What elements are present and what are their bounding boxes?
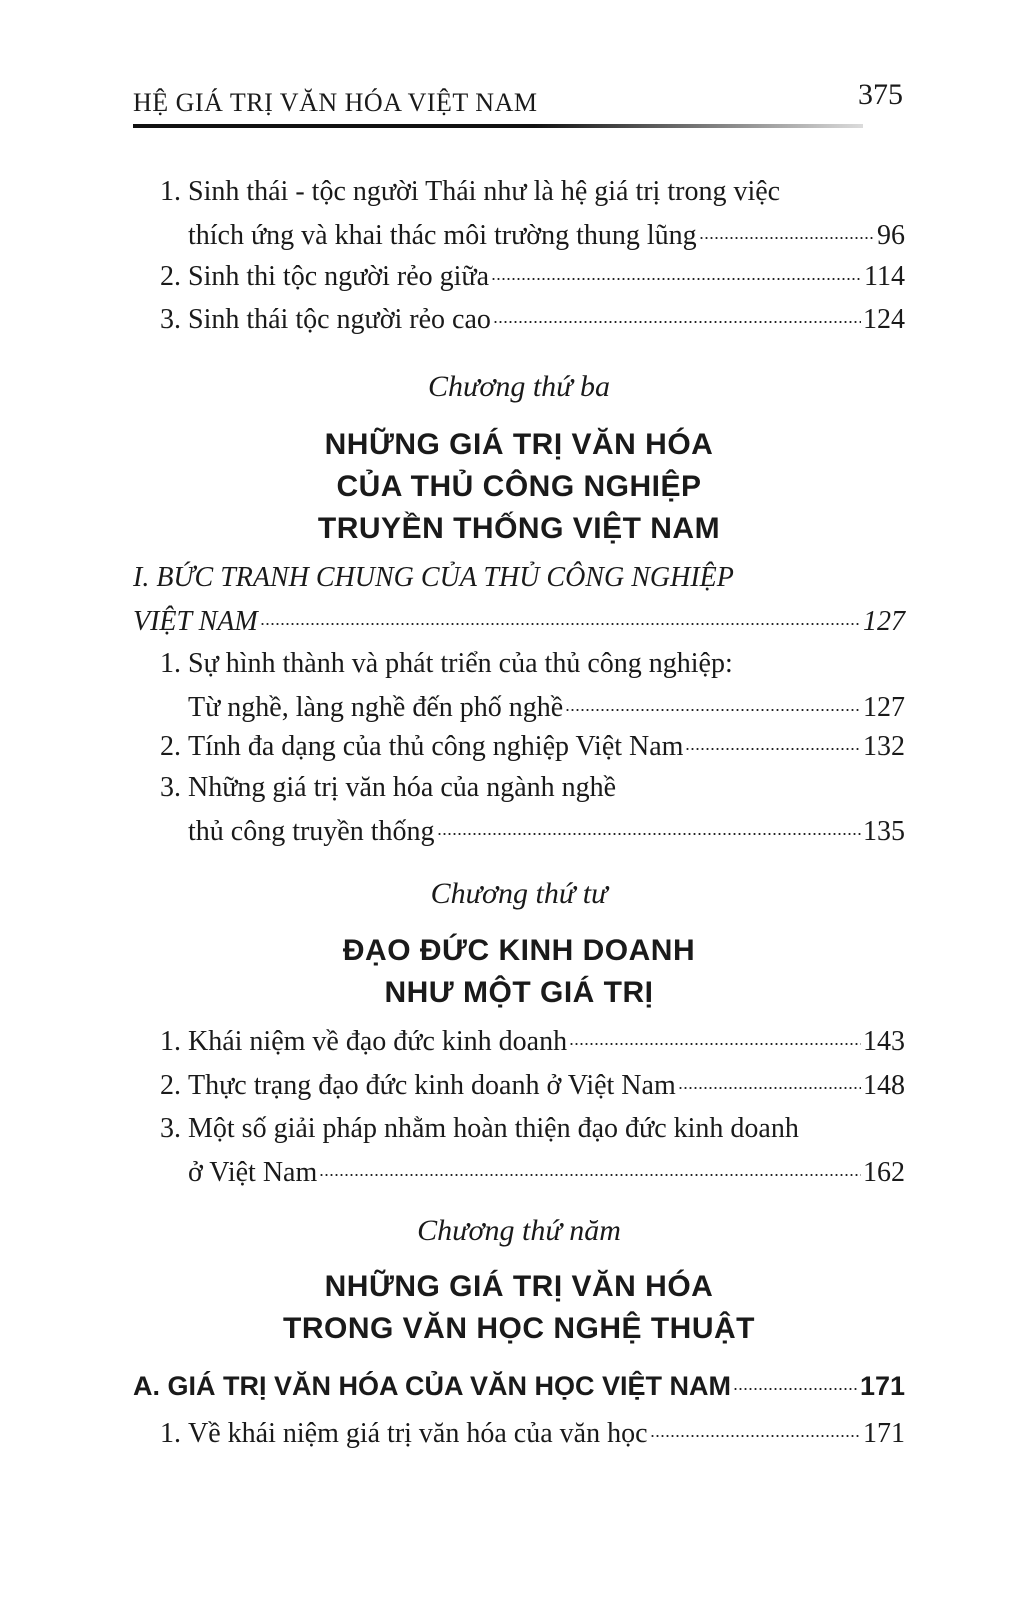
entry-text: Thực trạng đạo đức kinh doanh ở Việt Nam (188, 1070, 676, 1101)
dot-leader (699, 216, 875, 244)
entry-number: 1. (160, 648, 181, 679)
dot-leader (569, 1022, 861, 1050)
toc-section (133, 1364, 905, 1408)
dot-leader (319, 1153, 861, 1181)
entry-number: 1. (160, 1026, 181, 1057)
entry-text: Những giá trị văn hóa của ngành nghề (188, 772, 617, 803)
toc-entry (160, 298, 905, 342)
entry-text: thủ công truyền thống (188, 816, 435, 847)
entry-line (188, 642, 905, 686)
toc-entry (160, 1107, 905, 1195)
toc-entry (160, 1064, 905, 1108)
dot-leader (733, 1367, 858, 1395)
entry-text: ở Việt Nam (188, 1157, 318, 1188)
chapter-title-line: TRONG VĂN HỌC NGHỆ THUẬT (283, 1312, 755, 1345)
entry-page: 135 (863, 816, 905, 847)
toc-entry (160, 725, 905, 769)
section-text: I. BỨC TRANH CHUNG CỦA THỦ CÔNG NGHIỆP (133, 562, 734, 593)
entry-page: 114 (864, 261, 905, 292)
entry-text: thích ứng và khai thác môi trường thung lũng (188, 220, 697, 251)
entry-line (188, 170, 905, 214)
chapter-label: Chương thứ ba (427, 370, 611, 403)
section-page: 127 (863, 606, 905, 637)
entry-line (188, 1151, 905, 1195)
chapter-label: Chương thứ năm (417, 1214, 621, 1247)
entry-page: 132 (863, 731, 905, 762)
entry-number: 3. (160, 304, 181, 335)
entry-page: 143 (863, 1026, 905, 1057)
chapter-title-line: CỦA THỦ CÔNG NGHIỆP (336, 470, 702, 503)
entry-line (188, 766, 905, 810)
entry-number: 1. (160, 1418, 181, 1449)
chapter-title-line: TRUYỀN THỐNG VIỆT NAM (317, 512, 721, 545)
dot-leader (437, 812, 861, 840)
entry-text: Từ nghề, làng nghề đến phố nghề (188, 692, 564, 723)
chapter-title-line: NHỮNG GIÁ TRỊ VĂN HÓA (324, 1270, 714, 1303)
entry-page: 171 (863, 1418, 905, 1449)
toc-entry (160, 642, 905, 730)
entry-line (188, 1107, 905, 1151)
entry-number: 3. (160, 1113, 181, 1144)
entry-line (188, 1412, 905, 1456)
dot-leader (678, 1066, 861, 1094)
entry-text: Tính đa dạng của thủ công nghiệp Việt Nam (188, 731, 684, 762)
toc-entry (160, 255, 905, 299)
entry-number: 3. (160, 772, 181, 803)
entry-text: Sinh thái - tộc người Thái như là hệ giá trị trong việc (188, 176, 781, 207)
entry-number: 2. (160, 731, 181, 762)
dot-leader (685, 727, 861, 755)
section-line (133, 600, 905, 644)
chapter-title-line: NHƯ MỘT GIÁ TRỊ (384, 976, 654, 1009)
entry-number: 2. (160, 1070, 181, 1101)
section-page: 171 (859, 1371, 905, 1401)
toc-section (133, 556, 905, 644)
entry-line (188, 810, 905, 854)
entry-page: 124 (863, 304, 905, 335)
entry-text: Khái niệm về đạo đức kinh doanh (188, 1026, 568, 1057)
running-header (133, 78, 903, 130)
entry-line (188, 214, 905, 258)
toc-entry (160, 1020, 905, 1064)
entry-line (188, 1020, 905, 1064)
toc-entry (160, 1412, 905, 1456)
entry-page: 162 (863, 1157, 905, 1188)
entry-page: 96 (877, 220, 905, 251)
book-title: HỆ GIÁ TRỊ VĂN HÓA VIỆT NAM (133, 88, 538, 117)
entry-line (188, 725, 905, 769)
entry-line (188, 255, 905, 299)
entry-page: 148 (863, 1070, 905, 1101)
entry-text: Sự hình thành và phát triển của thủ công nghiệp: (188, 648, 733, 679)
chapter-title-line: NHỮNG GIÁ TRỊ VĂN HÓA (324, 428, 714, 461)
section-line (133, 1364, 905, 1408)
section-text: VIỆT NAM (133, 606, 258, 637)
chapter-title-line: ĐẠO ĐỨC KINH DOANH (342, 934, 696, 967)
dot-leader (491, 257, 862, 285)
toc-entry (160, 170, 905, 258)
entry-number: 1. (160, 176, 181, 207)
entry-line (188, 1064, 905, 1108)
entry-line (188, 298, 905, 342)
page-number: 375 (858, 78, 903, 111)
header-rule (133, 124, 863, 128)
dot-leader (565, 688, 861, 716)
entry-text: Sinh thi tộc người rẻo giữa (188, 261, 490, 292)
dot-leader (493, 300, 861, 328)
dot-leader (650, 1414, 862, 1442)
entry-number: 2. (160, 261, 181, 292)
entry-line (188, 686, 905, 730)
dot-leader (260, 602, 861, 630)
entry-text: Về khái niệm giá trị văn hóa của văn học (188, 1418, 648, 1449)
section-text: A. GIÁ TRỊ VĂN HÓA CỦA VĂN HỌC VIỆT NAM (133, 1371, 732, 1401)
entry-text: Một số giải pháp nhằm hoàn thiện đạo đức kinh doanh (188, 1113, 799, 1144)
entry-page: 127 (863, 692, 905, 723)
section-line (133, 556, 905, 600)
entry-text: Sinh thái tộc người rẻo cao (188, 304, 491, 335)
toc-entry (160, 766, 905, 854)
chapter-label: Chương thứ tư (430, 877, 608, 910)
